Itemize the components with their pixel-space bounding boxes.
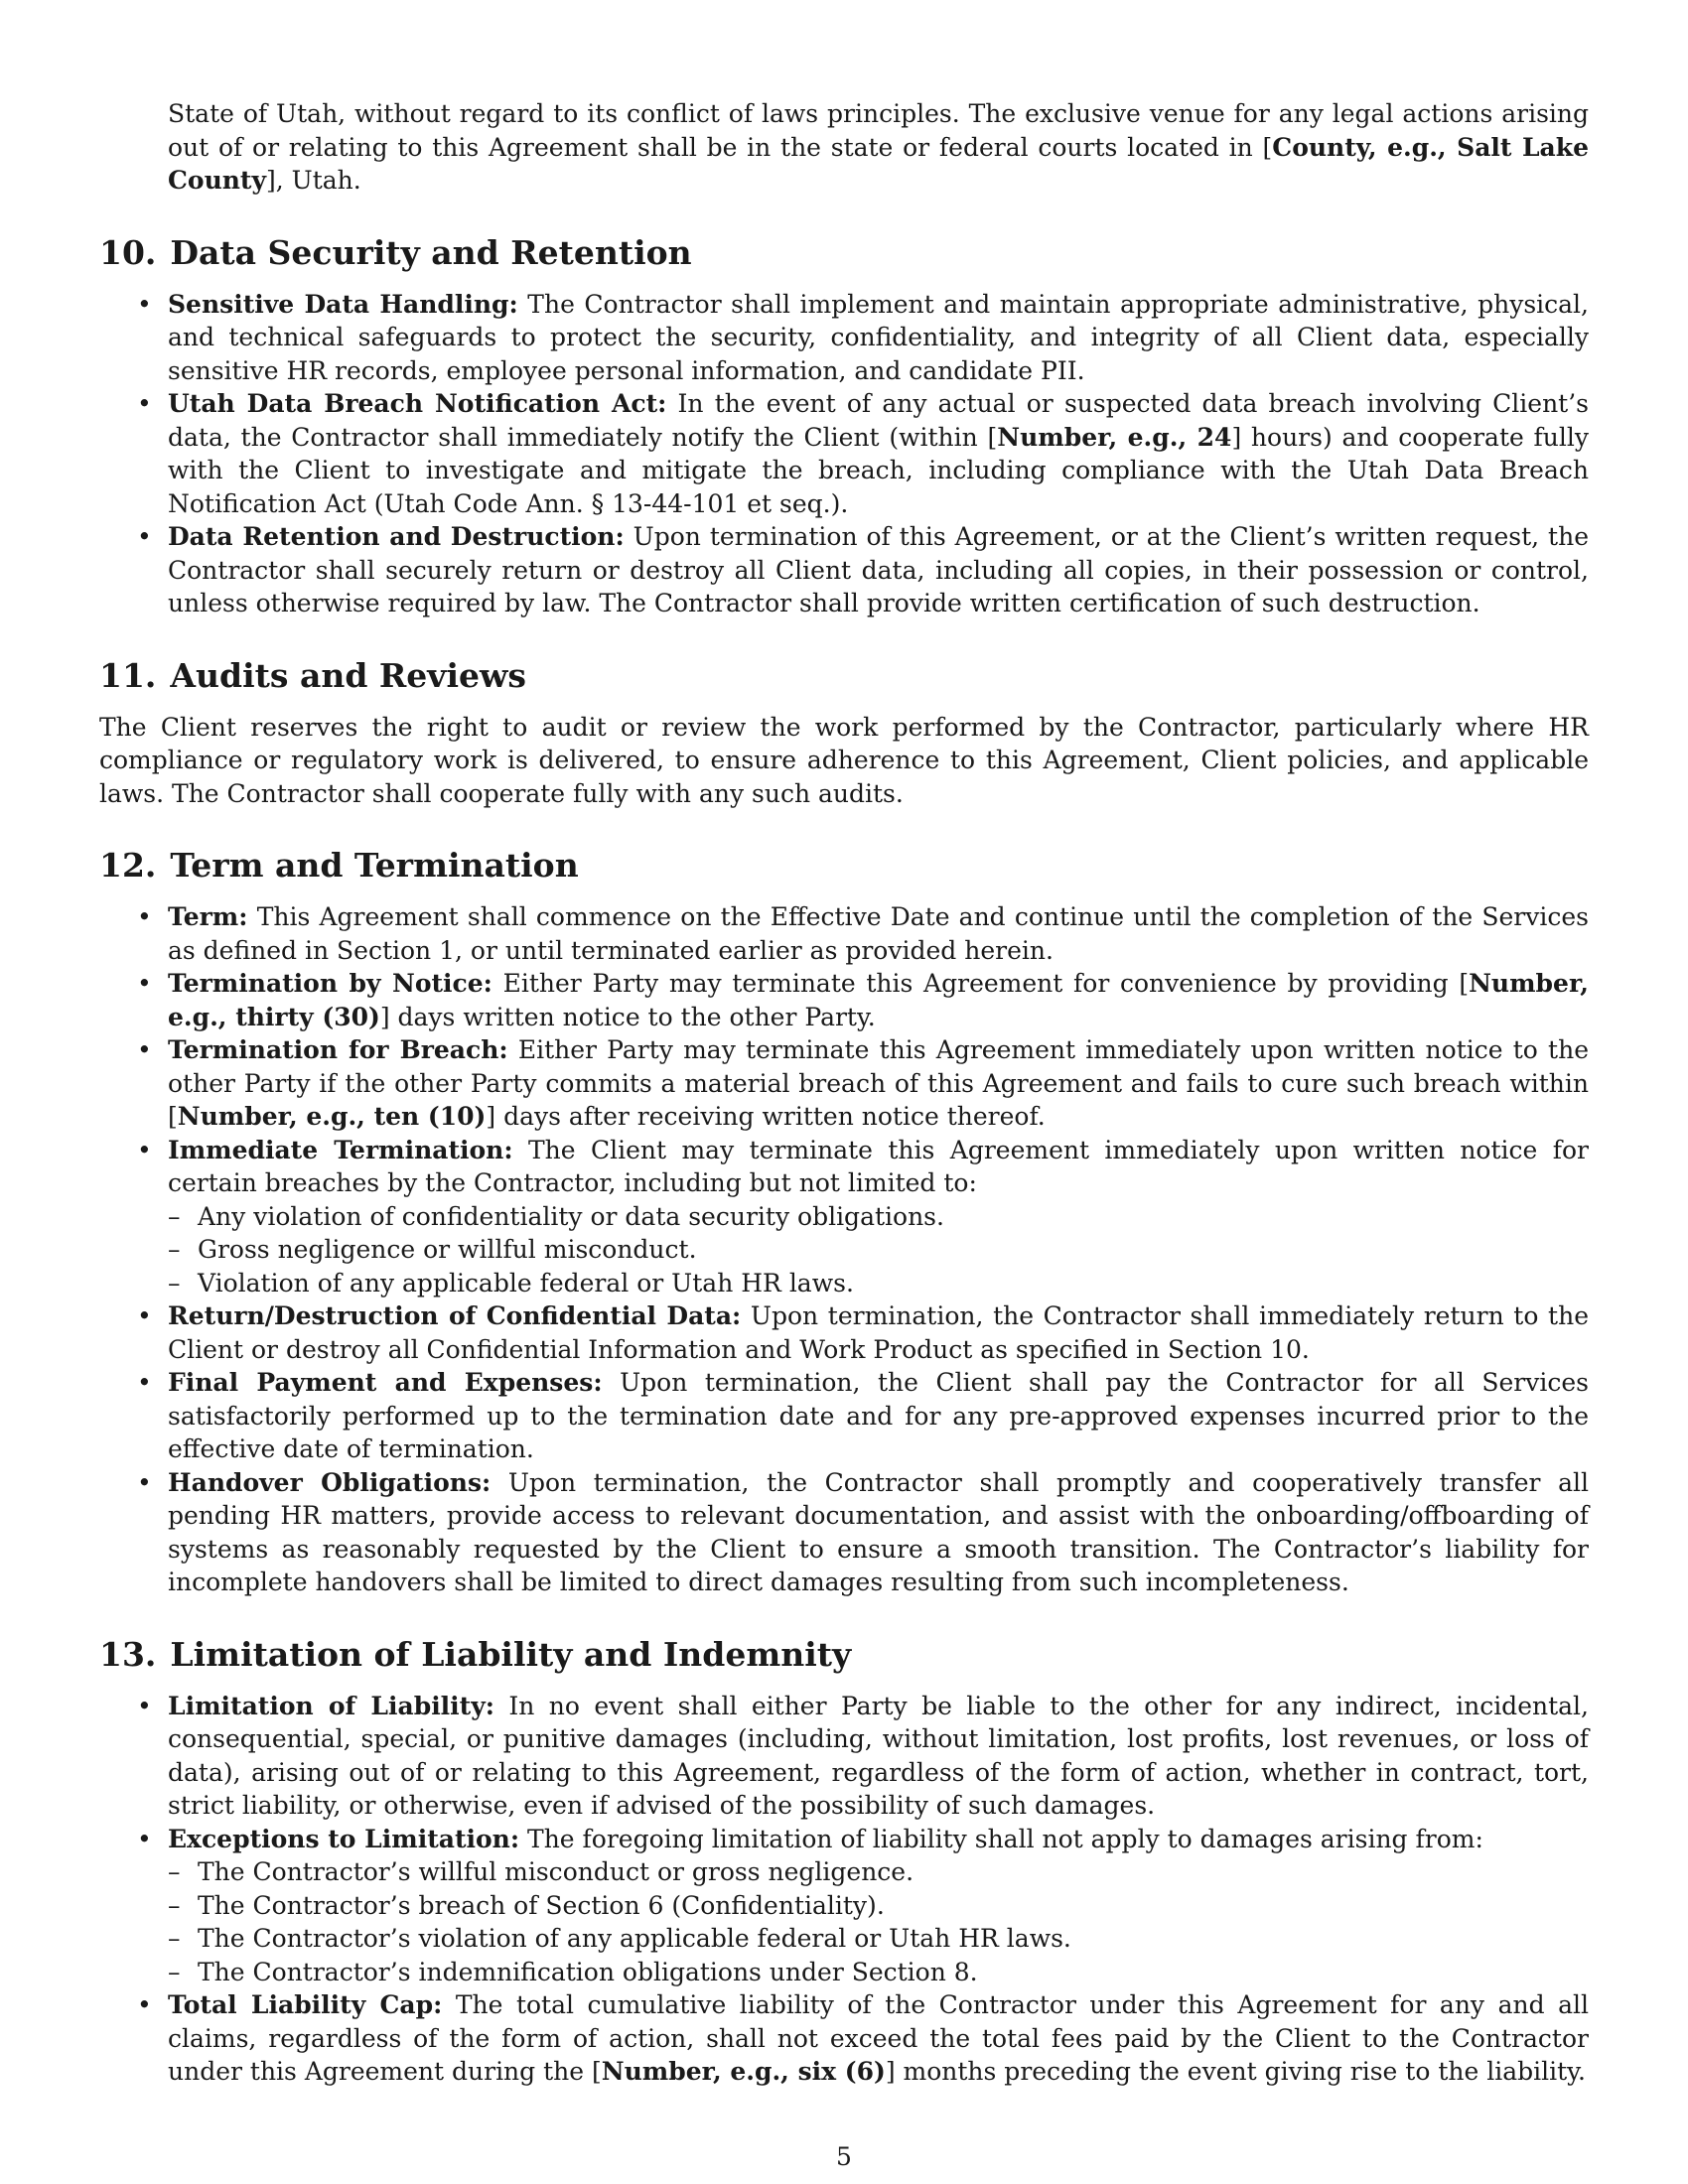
sub-list-item: – Violation of any applicable federal or Utah HR laws. xyxy=(168,1267,1589,1300)
section-10-heading: 10. Data Security and Retention xyxy=(99,232,692,272)
exceptions-sublist xyxy=(168,1855,1589,1988)
document-page xyxy=(99,97,1589,2089)
list-item: • Return/Destruction of Confidential Data: Upon termination, the Contractor shall immediately return to the Client or destroy all Confidential Information and Work Product as specified in Section 10. xyxy=(99,1299,1589,1366)
list-item: • Termination by Notice: Either Party may terminate this Agreement for convenience by providing [Number, e.g., thirty (30)] days written notice to the other Party. xyxy=(99,967,1589,1033)
list-item: • Sensitive Data Handling: The Contractor shall implement and maintain appropriate administrative, physical, and technical safeguards to protect the security, confidentiality, and integrity of all Client data, especially sensitive HR records, employee personal information, and candidate PII. xyxy=(99,288,1589,388)
list-item: • Limitation of Liability: In no event shall either Party be liable to the other for any indirect, incidental, consequential, special, or punitive damages (including, without limitation, lost profits, lost revenues, or loss of data), arising out of or relating to this Agreement, regardless of the form of action, whether in contract, tort, strict liability, or otherwise, even if advised of the possibility of such damages. xyxy=(99,1690,1589,1823)
sub-list-item: – The Contractor’s violation of any applicable federal or Utah HR laws. xyxy=(168,1922,1589,1956)
section-10-list xyxy=(99,288,1589,620)
section-13-heading: 13. Limitation of Liability and Indemnity xyxy=(99,1634,852,1674)
list-item: • Termination for Breach: Either Party may terminate this Agreement immediately upon written notice to the other Party if the other Party commits a material breach of this Agreement and fails to cure such breach within [Number, e.g., ten (10)] days after receiving written notice thereof. xyxy=(99,1033,1589,1134)
list-item: • Total Liability Cap: The total cumulative liability of the Contractor under this Agreement for any and all claims, regardless of the form of action, shall not exceed the total fees paid by the Client to the Contractor under this Agreement during the [Number, e.g., six (6)] months preceding the event giving rise to the liability. xyxy=(99,1988,1589,2089)
section-11-heading: 11. Audits and Reviews xyxy=(99,655,526,695)
list-item: • Final Payment and Expenses: Upon termination, the Client shall pay the Contractor for all Services satisfactorily performed up to the termination date and for any pre-approved expenses incurred prior to the effective date of termination. xyxy=(99,1366,1589,1466)
governing-law-continuation: State of Utah, without regard to its conflict of laws principles. The exclusive venue for any legal actions arising out of or relating to this Agreement shall be in the state or federal courts located in [County, e.g., Salt Lake County], Utah. xyxy=(168,99,1589,195)
section-11-body: The Client reserves the right to audit or review the work performed by the Contractor, particularly where HR compliance or regulatory work is delivered, to ensure adherence to this Agreement, Client policies, and applicable laws. The Contractor shall cooperate fully with any such audits. xyxy=(99,712,1589,808)
sub-list-item: – The Contractor’s indemnification obligations under Section 8. xyxy=(168,1956,1589,1989)
list-item: • Data Retention and Destruction: Upon termination of this Agreement, or at the Client’s written request, the Contractor shall securely return or destroy all Client data, including all copies, in their possession or control, unless otherwise required by law. The Contractor shall provide written certification of such destruction. xyxy=(99,520,1589,620)
list-item: • Utah Data Breach Notification Act: In the event of any actual or suspected data breach involving Client’s data, the Contractor shall immediately notify the Client (within [Number, e.g., 24] hours) and cooperate fully with the Client to investigate and mitigate the breach, including compliance with the Utah Data Breach Notification Act (Utah Code Ann. § 13-44-101 et seq.). xyxy=(99,387,1589,520)
list-item: • Exceptions to Limitation: The foregoing limitation of liability shall not apply to damages arising from: – The Contractor’s willful misconduct or gross negligence. – The Contractor’s breach of Section 6 (Confidentiality). – The Contractor’s violation of any applicable federal or Utah HR laws. – The Contractor’s indemnification obligations under Section 8. xyxy=(99,1823,1589,1989)
section-12-heading: 12. Term and Termination xyxy=(99,846,579,885)
list-item: • Immediate Termination: The Client may terminate this Agreement immediately upon written notice for certain breaches by the Contractor, including but not limited to: – Any violation of confidentiality or data security obligations. – Gross negligence or willful misconduct. – Violation of any applicable federal or Utah HR laws. xyxy=(99,1134,1589,1300)
sub-list-item: – The Contractor’s willful misconduct or gross negligence. xyxy=(168,1855,1589,1889)
list-item: • Term: This Agreement shall commence on the Effective Date and continue until the completion of the Services as defined in Section 1, or until terminated earlier as provided herein. xyxy=(99,900,1589,967)
sub-list-item: – Gross negligence or willful misconduct. xyxy=(168,1233,1589,1267)
sub-list-item: – Any violation of confidentiality or data security obligations. xyxy=(168,1200,1589,1234)
county-placeholder: County, e.g., Salt Lake County xyxy=(168,132,1589,195)
section-12-list xyxy=(99,900,1589,1599)
immediate-termination-sublist xyxy=(168,1200,1589,1300)
section-13-list xyxy=(99,1690,1589,2089)
page-number: 5 xyxy=(836,2142,852,2171)
sub-list-item: – The Contractor’s breach of Section 6 (Confidentiality). xyxy=(168,1889,1589,1923)
list-item: • Handover Obligations: Upon termination, the Contractor shall promptly and cooperatively transfer all pending HR matters, provide access to relevant documentation, and assist with the onboarding/offboarding of systems as reasonably requested by the Client to ensure a smooth transition. The Contractor’s liability for incomplete handovers shall be limited to direct damages resulting from such incompleteness. xyxy=(99,1466,1589,1599)
